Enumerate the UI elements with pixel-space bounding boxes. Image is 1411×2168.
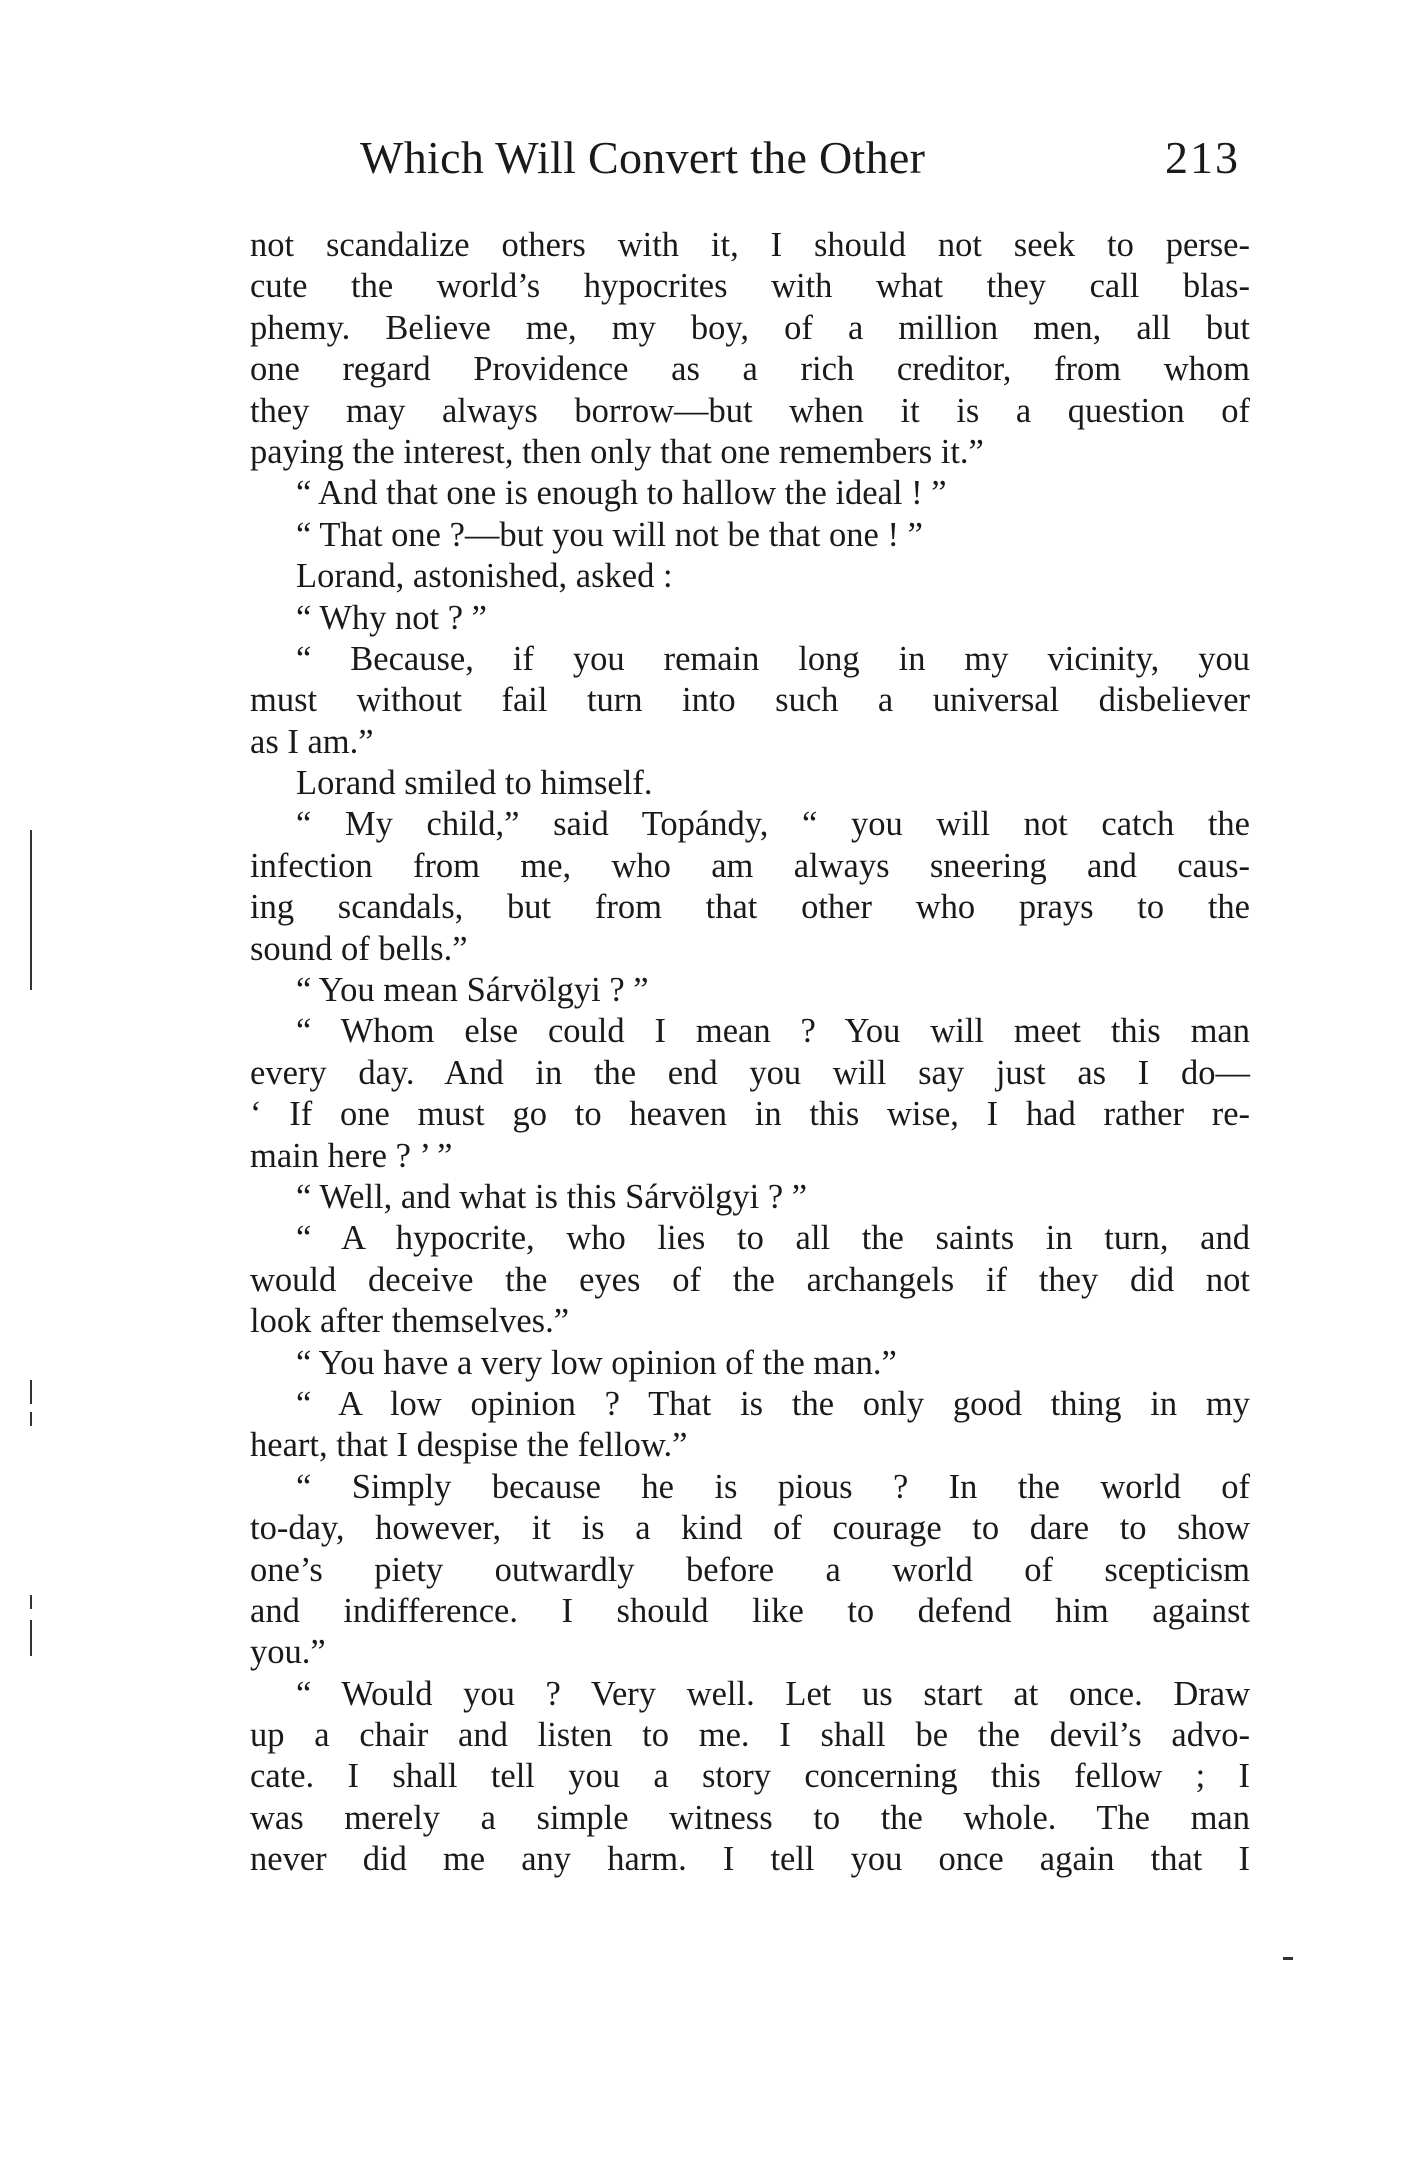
text-line: one’s piety outwardly before a world of scepticism: [250, 1550, 1250, 1589]
text-line: “ And that one is enough to hallow the ideal ! ”: [296, 474, 947, 513]
text-line: they may always borrow—but when it is a question of: [250, 391, 1250, 430]
text-line: ‘ If one must go to heaven in this wise, I had rather re-: [250, 1095, 1250, 1134]
text-line: “ A hypocrite, who lies to all the saints in turn, and: [296, 1219, 1250, 1258]
text-line: “ You mean Sárvölgyi ? ”: [296, 971, 649, 1010]
text-line: “ You have a very low opinion of the man.”: [296, 1343, 897, 1382]
text-line: main here ? ’ ”: [250, 1136, 453, 1175]
margin-mark: [30, 1620, 32, 1656]
body-text: [250, 225, 1250, 1881]
text-line: up a chair and listen to me. I shall be the devil’s advo-: [250, 1716, 1250, 1755]
text-line: Lorand smiled to himself.: [296, 764, 653, 803]
text-line: to-day, however, it is a kind of courage to dare to show: [250, 1509, 1250, 1548]
text-line: “ A low opinion ? That is the only good thing in my: [296, 1384, 1250, 1423]
running-head: [360, 128, 1240, 188]
text-line: ing scandals, but from that other who prays to the: [250, 888, 1250, 927]
margin-mark: [30, 1595, 32, 1609]
text-line: would deceive the eyes of the archangels if they did not: [250, 1260, 1250, 1299]
text-line: you.”: [250, 1633, 326, 1672]
text-line: heart, that I despise the fellow.”: [250, 1426, 688, 1465]
text-line: not scandalize others with it, I should not seek to perse-: [250, 226, 1250, 264]
margin-mark: [30, 1380, 32, 1404]
text-line: was merely a simple witness to the whole. The man: [250, 1798, 1250, 1837]
text-line: “ That one ?—but you will not be that one ! ”: [296, 515, 923, 554]
text-line: phemy. Believe me, my boy, of a million men, all but: [250, 308, 1250, 347]
text-line: as I am.”: [250, 722, 374, 761]
text-line: paying the interest, then only that one remembers it.”: [250, 432, 984, 471]
text-line: “ Because, if you remain long in my vicinity, you: [296, 639, 1250, 678]
text-line: “ Well, and what is this Sárvölgyi ? ”: [296, 1177, 808, 1216]
text-line: cate. I shall tell you a story concerning this fellow ; I: [250, 1757, 1250, 1796]
text-line: “ Would you ? Very well. Let us start at once. Draw: [296, 1674, 1250, 1713]
running-title: Which Will Convert the Other: [360, 132, 926, 183]
text-line: one regard Providence as a rich creditor, from whom: [250, 350, 1250, 389]
text-line: “ My child,” said Topándy, “ you will not catch the: [296, 805, 1250, 844]
text-line: sound of bells.”: [250, 929, 468, 968]
text-line: and indifference. I should like to defend him against: [250, 1591, 1250, 1630]
text-line: cute the world’s hypocrites with what they call blas-: [250, 267, 1250, 306]
text-line: “ Simply because he is pious ? In the world of: [296, 1467, 1250, 1506]
page-number: 213: [1165, 132, 1240, 183]
text-line: Lorand, astonished, asked :: [296, 557, 673, 596]
text-line: look after themselves.”: [250, 1302, 570, 1341]
margin-mark: [30, 1412, 32, 1426]
text-line: must without fail turn into such a universal disbeliever: [250, 681, 1250, 720]
margin-mark: [30, 830, 32, 990]
margin-mark: [1283, 1957, 1293, 1960]
text-line: “ Why not ? ”: [296, 598, 487, 637]
text-line: every day. And in the end you will say just as I do—: [250, 1053, 1250, 1092]
text-line: “ Whom else could I mean ? You will meet this man: [296, 1012, 1250, 1051]
text-line: infection from me, who am always sneering and caus-: [250, 846, 1250, 885]
text-line: never did me any harm. I tell you once again that I: [250, 1840, 1250, 1879]
